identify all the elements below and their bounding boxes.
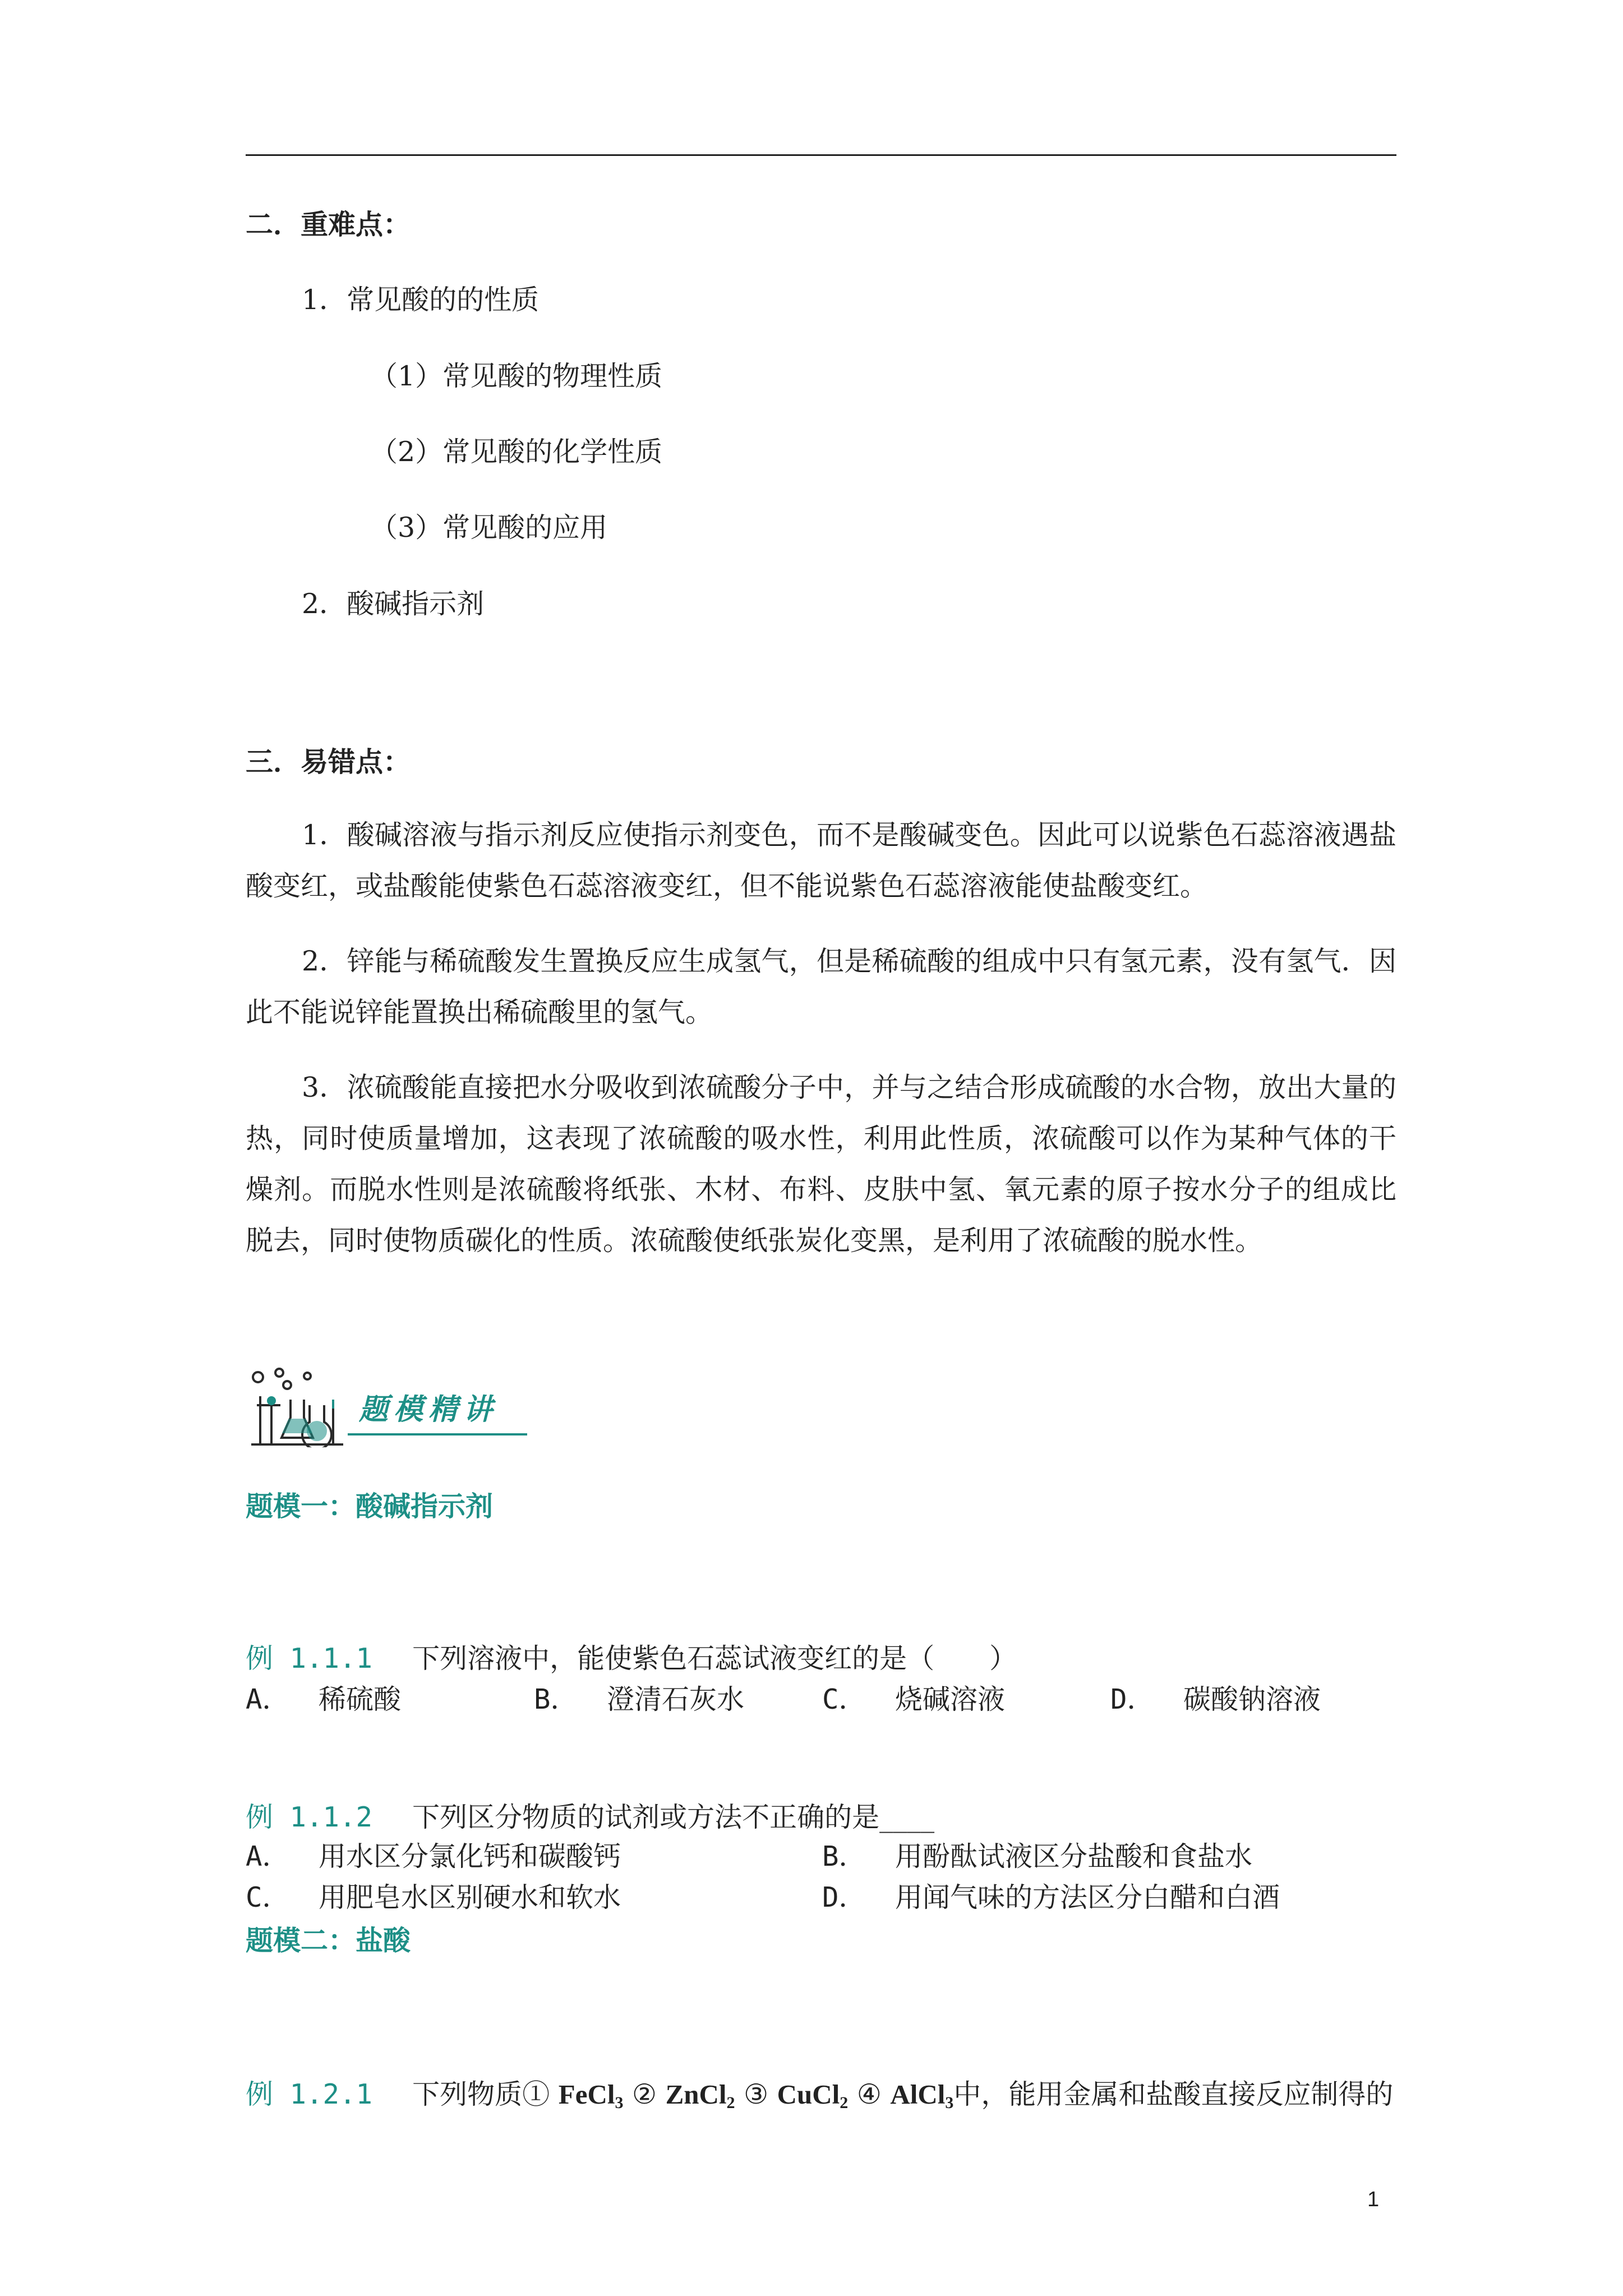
option-text: 澄清石灰水: [607, 1683, 745, 1715]
example-prefix: 下列物质: [412, 2078, 523, 2110]
option-text: 烧碱溶液: [895, 1683, 1006, 1715]
list-subitem: （1）常见酸的物理性质: [370, 360, 663, 392]
item-number: ①: [522, 2078, 550, 2110]
chemical-formula: FeCl$_3$: [558, 2079, 624, 2112]
topic-title: 题模一：酸碱指示剂: [246, 1490, 494, 1522]
item-number: ②: [632, 2078, 657, 2110]
example-1-2-1: [246, 2078, 1393, 2120]
page-number: 1: [1367, 2188, 1380, 2211]
option-text: 用酚酞试液区分盐酸和食盐水: [895, 1841, 1253, 1872]
option-key: D．: [822, 1881, 866, 1913]
chemical-formula: CuCl$_2$: [777, 2079, 849, 2112]
example-1-1-1: [246, 1642, 1017, 1676]
chemical-formula: ZnCl$_2$: [665, 2079, 735, 2112]
option-text: 稀硫酸: [319, 1683, 402, 1715]
option-text: 碳酸钠溶液: [1183, 1683, 1321, 1715]
example-label: 例 1.2.1: [246, 2078, 373, 2110]
example-suffix: 中，能用金属和盐酸直接反应制得的: [953, 2078, 1394, 2110]
example-label: 例 1.1.2: [246, 1801, 373, 1833]
paragraph: 2．锌能与稀硫酸发生置换反应生成氢气，但是稀硫酸的组成中只有氢元素，没有氢气．因此不能说锌能置换出稀硫酸里的氢气。: [246, 945, 1396, 1028]
item-number: ④: [856, 2078, 882, 2110]
header-rule: [246, 154, 1396, 156]
option-key: C．: [822, 1683, 866, 1715]
example-question: 下列溶液中，能使紫色石蕊试液变红的是（ ）: [412, 1642, 1017, 1674]
option-key: B．: [822, 1841, 866, 1872]
list-item: 2．酸碱指示剂: [302, 588, 485, 620]
list-subitem: （3）常见酸的应用: [370, 512, 608, 544]
option-key: A．: [246, 1841, 290, 1872]
option-key: C．: [246, 1881, 290, 1913]
item-number: ③: [744, 2078, 769, 2110]
banner-underline: [348, 1433, 527, 1435]
example-label: 例 1.1.1: [246, 1642, 373, 1674]
section-banner-title: 题模精讲: [359, 1392, 499, 1427]
example-question: 下列区分物质的试剂或方法不正确的是____: [412, 1801, 935, 1833]
option-key: A．: [246, 1683, 290, 1715]
list-subitem: （2）常见酸的化学性质: [370, 436, 663, 468]
option-key: B．: [534, 1683, 578, 1715]
option-text: 用闻气味的方法区分白醋和白酒: [895, 1881, 1280, 1913]
topic-title: 题模二：盐酸: [246, 1924, 411, 1957]
section-heading-common-mistakes: 三．易错点：: [246, 746, 411, 778]
option-text: 用肥皂水区别硬水和软水: [319, 1881, 621, 1913]
paragraph: 3．浓硫酸能直接把水分吸收到浓硫酸分子中，并与之结合形成硫酸的水合物，放出大量的热，同时使质量增加，这表现了浓硫酸的吸水性，利用此性质，浓硫酸可以作为某种气体的干燥剂。而脱水性则是浓硫酸将纸张、木材、布料、皮肤中氢、氧元素的原子按水分子的组成比脱去，同时使物质碳化的性质。浓硫酸使纸张炭化变黑，是利用了浓硫酸的脱水性。: [246, 1071, 1396, 1257]
list-item: 1．常见酸的的性质: [302, 284, 540, 316]
option-key: D．: [1110, 1683, 1155, 1715]
chemical-formula: AlCl$_3$: [890, 2079, 954, 2112]
option-text: 用水区分氯化钙和碳酸钙: [319, 1841, 621, 1872]
paragraph: 1．酸碱溶液与指示剂反应使指示剂变色，而不是酸碱变色。因此可以说紫色石蕊溶液遇盐酸变红，或盐酸能使紫色石蕊溶液变红，但不能说紫色石蕊溶液能使盐酸变红。: [246, 819, 1396, 902]
example-1-1-2: [246, 1801, 934, 1834]
section-heading-key-points: 二．重难点：: [246, 208, 411, 241]
